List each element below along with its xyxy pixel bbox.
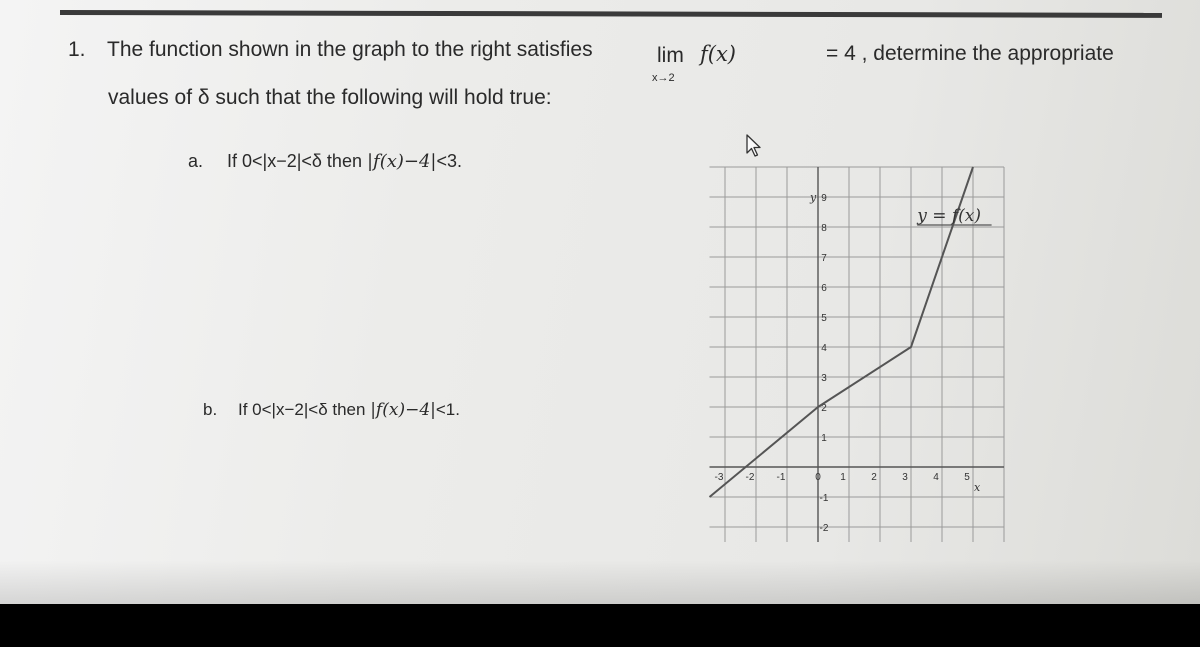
x-tick-label: 1 <box>840 472 846 483</box>
x-tick-label: 3 <box>902 472 908 483</box>
part-b-condition: If 0<|x−2|<δ then <box>238 400 371 419</box>
y-tick-label: 9 <box>821 193 827 204</box>
x-tick-label: -1 <box>776 472 786 483</box>
part-a-expression: |f(x)−4| <box>366 151 437 172</box>
part-b-statement <box>238 400 460 420</box>
y-tick-label: 8 <box>821 223 827 234</box>
part-a-bound: <3. <box>436 151 463 171</box>
y-axis-label: y <box>810 191 817 204</box>
curve-label: y = f(x) <box>917 206 982 226</box>
y-tick-label: -2 <box>819 523 829 534</box>
question-text-line1: The function shown in the graph to the right satisfies <box>107 38 593 61</box>
y-tick-label: 7 <box>821 253 827 264</box>
y-tick-label: -1 <box>819 493 829 504</box>
y-tick-label: 2 <box>821 403 827 414</box>
x-tick-label: 0 <box>815 472 821 483</box>
y-tick-label: 4 <box>821 343 827 354</box>
question-text-line2: values of δ such that the following will hold true: <box>108 86 552 109</box>
question-number: 1. <box>68 38 86 61</box>
x-tick-label: 4 <box>933 472 939 483</box>
y-tick-label: 1 <box>821 433 827 444</box>
part-a-statement <box>227 151 462 172</box>
x-axis-label: x <box>974 481 981 494</box>
part-b-bound: <1. <box>435 400 460 419</box>
function-symbol: f(x) <box>700 42 737 66</box>
page-shadow <box>0 560 1200 604</box>
x-tick-label: -2 <box>745 472 755 483</box>
function-graph <box>700 140 1085 534</box>
y-tick-label: 5 <box>821 313 827 324</box>
part-a-label: a. <box>188 151 204 171</box>
x-tick-label: 2 <box>871 472 877 483</box>
y-tick-label: 3 <box>821 373 827 384</box>
x-tick-label: 5 <box>964 472 970 483</box>
limit-subscript: x→2 <box>652 72 675 84</box>
part-b-label: b. <box>203 400 218 419</box>
top-rule <box>60 10 1162 18</box>
question-text-line1-end: = 4 , determine the appropriate <box>826 42 1114 65</box>
part-b-expression: |f(x)−4| <box>370 400 436 420</box>
limit-symbol: lim <box>657 44 684 67</box>
x-tick-label: -3 <box>714 472 724 483</box>
part-a-condition: If 0<|x−2|<δ then <box>227 151 367 171</box>
y-tick-label: 6 <box>821 283 827 294</box>
